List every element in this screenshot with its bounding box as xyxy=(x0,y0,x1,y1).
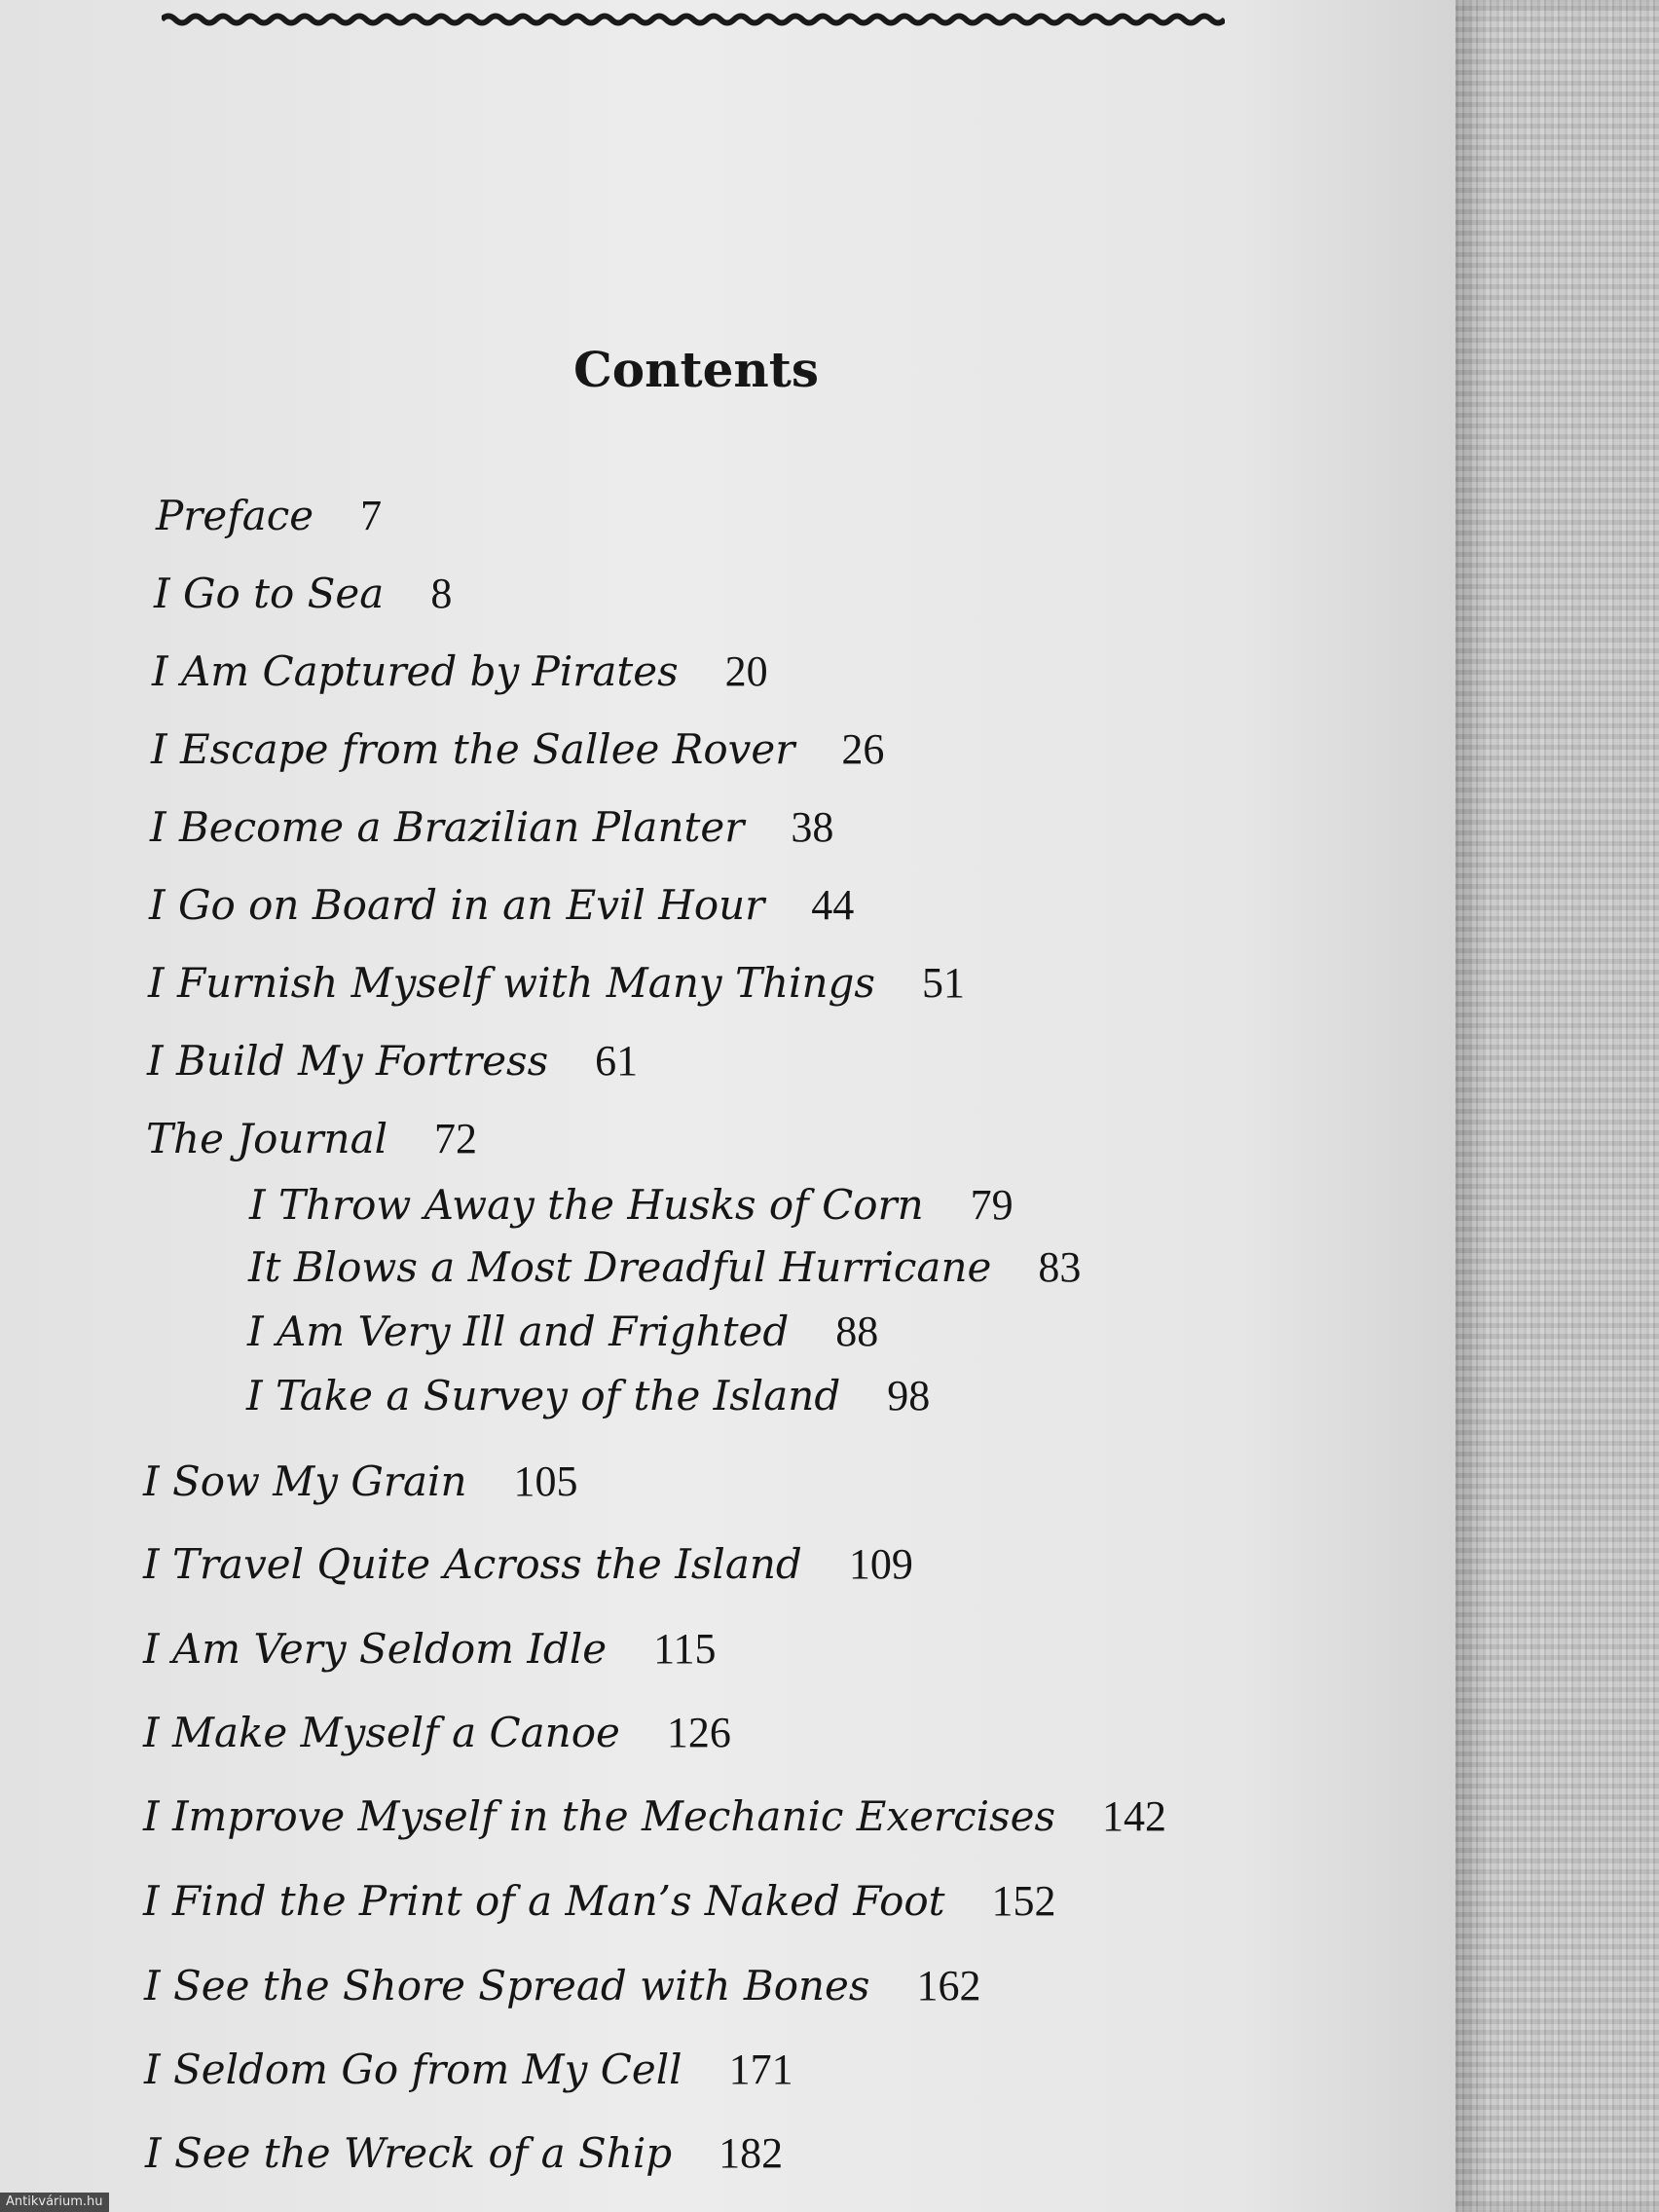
toc-sub-entry xyxy=(246,1372,931,1419)
toc-entry xyxy=(156,492,383,539)
toc-entry xyxy=(149,881,855,929)
toc-entry xyxy=(143,1457,578,1505)
toc-entry-page: 51 xyxy=(921,959,965,1007)
toc-entry-title: I Go to Sea xyxy=(154,570,385,617)
toc-entry-page: 162 xyxy=(916,1962,981,2009)
toc-entry xyxy=(152,647,768,695)
toc-entry xyxy=(154,572,452,615)
toc-entry-page: 142 xyxy=(1102,1792,1167,1840)
toc-entry-title: It Blows a Most Dreadful Hurricane xyxy=(248,1243,992,1291)
toc-entry xyxy=(146,1115,478,1162)
toc-entry-page: 109 xyxy=(848,1540,913,1588)
toc-entry-page: 88 xyxy=(835,1308,879,1355)
toc-entry-title: I Go on Board in an Evil Hour xyxy=(149,881,765,929)
toc-entry-title: I Make Myself a Canoe xyxy=(143,1709,620,1756)
toc-entry-page: 152 xyxy=(991,1877,1056,1925)
toc-sub-entry xyxy=(249,1181,1014,1229)
toc-entry-title: I Build My Fortress xyxy=(147,1037,549,1085)
toc-entry-page: 105 xyxy=(513,1457,578,1505)
toc-entry xyxy=(143,1625,717,1673)
toc-sub-entry xyxy=(247,1310,878,1353)
toc-entry-page: 61 xyxy=(595,1037,639,1085)
toc-entry-page: 26 xyxy=(841,725,885,773)
toc-entry-page: 83 xyxy=(1038,1243,1082,1291)
toc-entry-page: 115 xyxy=(653,1625,717,1673)
toc-entry-page: 8 xyxy=(430,570,453,617)
toc-entry-title: The Journal xyxy=(146,1115,388,1162)
toc-entry-title: I Throw Away the Husks of Corn xyxy=(249,1181,924,1229)
toc-entry-title: I Am Captured by Pirates xyxy=(152,647,679,695)
adjacent-page-edges xyxy=(1456,0,1659,2212)
toc-entry-title: I Am Very Seldom Idle xyxy=(143,1625,608,1673)
toc-entry-page: 38 xyxy=(791,803,834,851)
toc-entry xyxy=(148,959,965,1007)
page-title: Contents xyxy=(572,341,819,398)
toc-entry xyxy=(143,1540,913,1588)
toc-entry-page: 79 xyxy=(970,1181,1014,1229)
toc-entry-title: I Am Very Ill and Frighted xyxy=(247,1308,790,1355)
toc-entry xyxy=(145,2129,784,2177)
toc-entry-page: 182 xyxy=(719,2129,784,2177)
toc-entry-page: 20 xyxy=(724,647,768,695)
toc-entry xyxy=(144,1962,981,2009)
toc-entry xyxy=(144,2048,793,2091)
toc-entry-title: I Become a Brazilian Planter xyxy=(150,803,745,851)
watermark-credit: Antikvárium.hu xyxy=(0,2193,109,2212)
toc-entry-title: Preface xyxy=(156,492,314,539)
toc-entry-title: I See the Shore Spread with Bones xyxy=(144,1962,870,2009)
toc-entry xyxy=(143,1709,731,1756)
toc-sub-entry xyxy=(248,1243,1082,1291)
toc-entry xyxy=(143,1877,1056,1925)
toc-entry xyxy=(151,725,885,773)
toc-entry-page: 171 xyxy=(728,2046,793,2093)
toc-entry-title: I Improve Myself in the Mechanic Exercises xyxy=(143,1792,1056,1840)
toc-entry xyxy=(147,1037,639,1085)
toc-entry xyxy=(150,803,834,851)
toc-entry-page: 7 xyxy=(360,492,383,539)
toc-entry-page: 72 xyxy=(434,1115,478,1162)
wavy-rule-ornament xyxy=(162,6,1225,33)
toc-entry-page: 98 xyxy=(887,1372,931,1419)
toc-entry-page: 126 xyxy=(666,1709,731,1756)
toc-entry-title: I See the Wreck of a Ship xyxy=(145,2129,673,2177)
toc-entry-title: I Furnish Myself with Many Things xyxy=(148,959,875,1007)
toc-entry-title: I Find the Print of a Man’s Naked Foot xyxy=(143,1877,945,1925)
toc-entry-title: I Seldom Go from My Cell xyxy=(144,2046,682,2093)
toc-entry xyxy=(143,1792,1167,1840)
toc-entry-title: I Escape from the Sallee Rover xyxy=(151,725,795,773)
toc-entry-title: I Sow My Grain xyxy=(143,1457,467,1505)
toc-entry-page: 44 xyxy=(811,881,855,929)
toc-entry-title: I Take a Survey of the Island xyxy=(246,1372,841,1419)
toc-entry-title: I Travel Quite Across the Island xyxy=(143,1540,802,1588)
